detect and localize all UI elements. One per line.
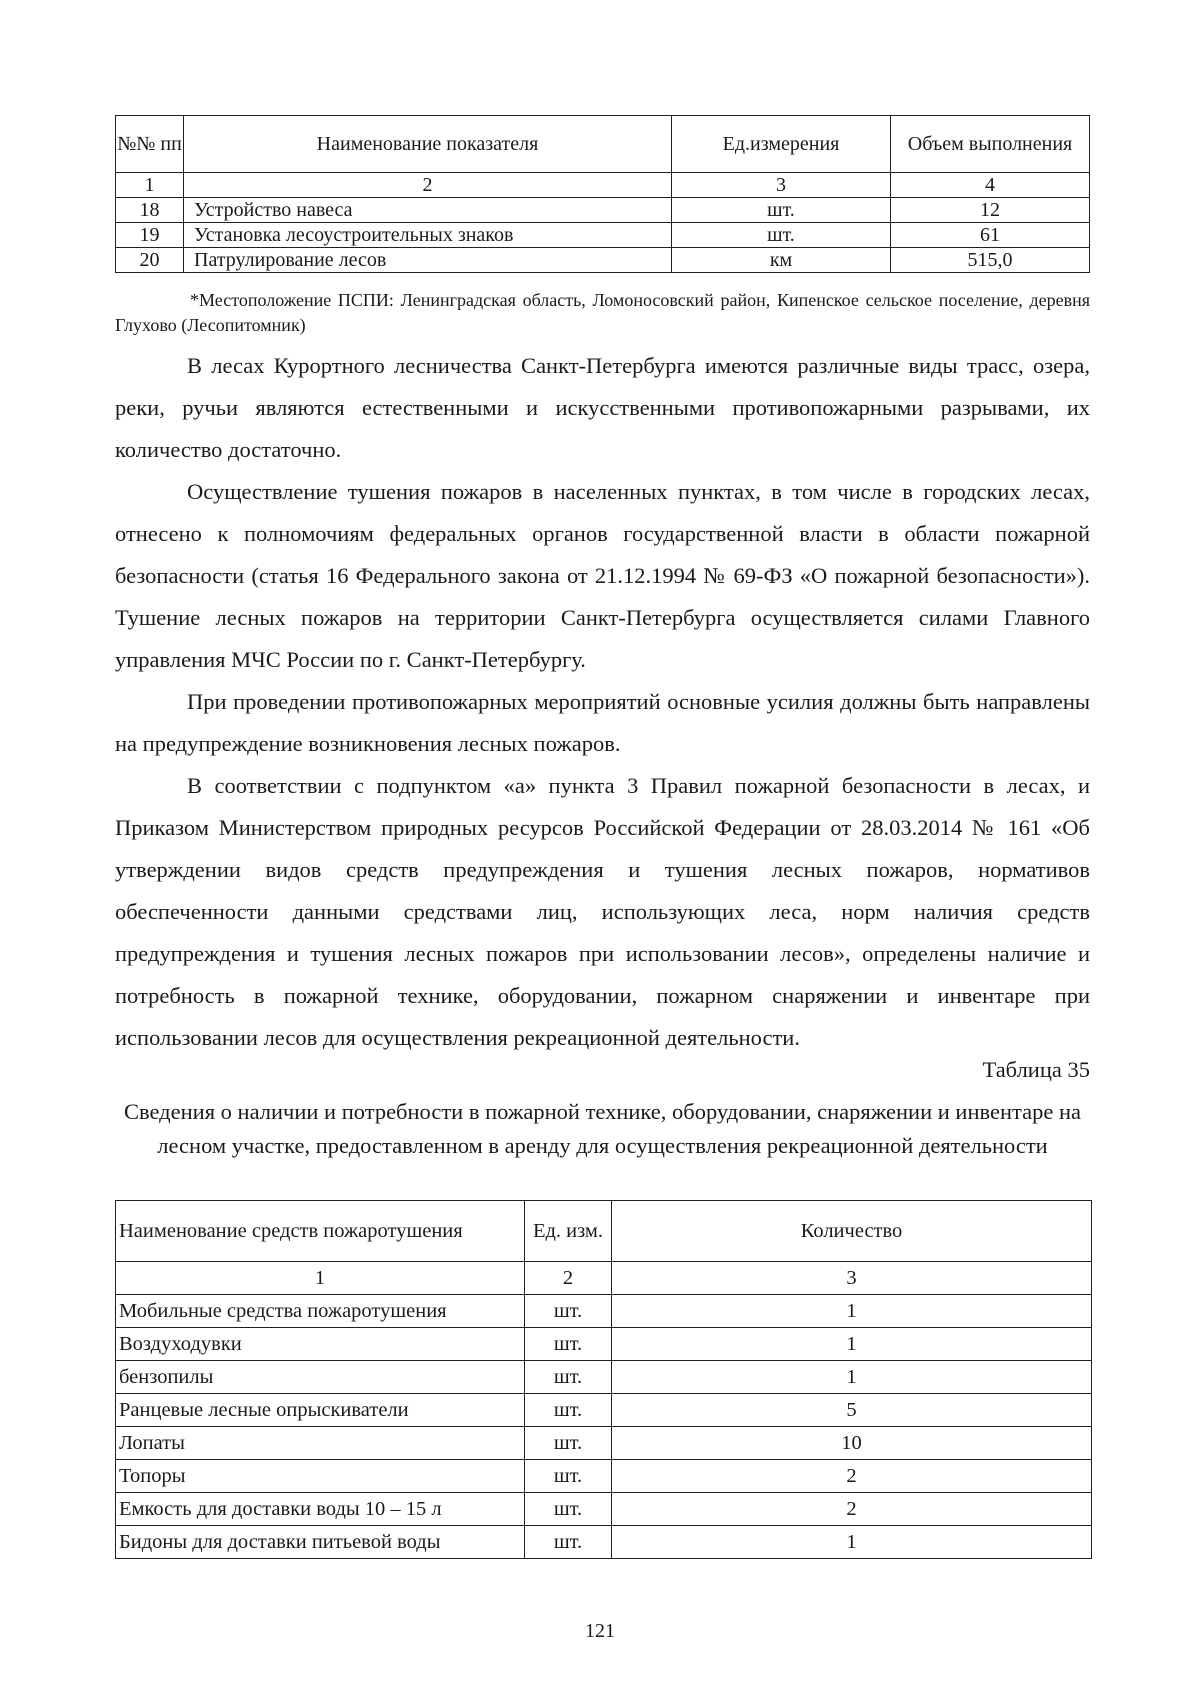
header-cell-volume: Объем выполнения (891, 116, 1090, 173)
row-quantity: 1 (612, 1328, 1092, 1361)
table-row (116, 1328, 1092, 1361)
paragraph: В лесах Курортного лесничества Санкт-Петербурга имеются различные виды трасс, озера, реки, ручьи являются естественными и искусственными противопожарными разрывами, их количество достаточно. (115, 353, 1090, 462)
paragraph: При проведении противопожарных мероприятий основные усилия должны быть направлены на предупреждение возникновения лесных пожаров. (115, 689, 1090, 756)
paragraph: В соответствии с подпунктом «а» пункта 3 Правил пожарной безопасности в лесах, и Приказом Министерством природных ресурсов Российской Федерации от 28.03.2014 № 161 «Об утверждении видов средств предупреждения и тушения лесных пожаров, нормативов обеспеченности данными средствами лиц, использующих леса, норм наличия средств предупреждения и тушения лесных пожаров при использовании лесов», определены наличие и потребность в пожарной технике, оборудовании, пожарном снаряжении и инвентаре при использовании лесов для осуществления рекреационной деятельности. (115, 773, 1090, 1050)
numbering-row (116, 1262, 1092, 1295)
row-name: Воздуходувки (116, 1328, 525, 1361)
table-caption: Сведения о наличии и потребности в пожарной технике, оборудовании, снаряжении и инвентаре на лесном участке, предоставленном в аренду для осуществления рекреационной деятельности (123, 1099, 1081, 1158)
table-row (116, 1394, 1092, 1427)
table-label: Таблица 35 (982, 1057, 1090, 1082)
row-unit: шт. (525, 1526, 612, 1559)
table-header-row (116, 1201, 1092, 1262)
row-name: бензопилы (116, 1361, 525, 1394)
header-cell-unit: Ед.измерения (672, 116, 891, 173)
fire-equipment-table (115, 1200, 1092, 1559)
numbering-cell: 3 (672, 173, 891, 198)
table-row (116, 198, 1090, 223)
numbering-cell: 4 (891, 173, 1090, 198)
table-row (116, 1526, 1092, 1559)
row-name: Топоры (116, 1460, 525, 1493)
header-cell-unit: Ед. изм. (525, 1201, 612, 1262)
numbering-cell: 1 (116, 1262, 525, 1295)
row-number: 18 (116, 198, 184, 223)
numbering-cell: 2 (184, 173, 672, 198)
row-number: 19 (116, 223, 184, 248)
table-header-row (116, 116, 1090, 173)
row-unit: шт. (525, 1328, 612, 1361)
row-volume: 61 (891, 223, 1090, 248)
row-indicator: Установка лесоустроительных знаков (184, 223, 672, 248)
row-unit: шт. (672, 198, 891, 223)
body-text (115, 345, 1090, 1059)
row-name: Лопаты (116, 1427, 525, 1460)
header-cell-number: №№ пп (116, 116, 184, 173)
row-indicator: Устройство навеса (184, 198, 672, 223)
table-row (116, 223, 1090, 248)
paragraph: Осуществление тушения пожаров в населенных пунктах, в том числе в городских лесах, отнесено к полномочиям федеральных органов государственной власти в области пожарной безопасности (статья 16 Федерального закона от 21.12.1994 № 69-ФЗ «О пожарной безопасности»). Тушение лесных пожаров на территории Санкт-Петербурга осуществляется силами Главного управления МЧС России по г. Санкт-Петербургу. (115, 479, 1090, 672)
row-quantity: 1 (612, 1361, 1092, 1394)
row-unit: шт. (525, 1493, 612, 1526)
table-row (116, 248, 1090, 273)
numbering-cell: 2 (525, 1262, 612, 1295)
row-volume: 12 (891, 198, 1090, 223)
numbering-cell: 1 (116, 173, 184, 198)
row-name: Мобильные средства пожаротушения (116, 1295, 525, 1328)
row-name: Ранцевые лесные опрыскиватели (116, 1394, 525, 1427)
row-unit: шт. (672, 223, 891, 248)
row-name: Бидоны для доставки питьевой воды (116, 1526, 525, 1559)
location-footnote: *Местоположение ПСПИ: Ленинградская область, Ломоносовский район, Кипенское сельское поселение, деревня Глухово (Лесопитомник) (115, 290, 1090, 335)
row-quantity: 2 (612, 1460, 1092, 1493)
header-cell-quantity: Количество (612, 1201, 1092, 1262)
table-row (116, 1361, 1092, 1394)
row-unit: шт. (525, 1460, 612, 1493)
row-number: 20 (116, 248, 184, 273)
row-name: Емкость для доставки воды 10 – 15 л (116, 1493, 525, 1526)
table-row (116, 1295, 1092, 1328)
works-volume-table (115, 115, 1090, 273)
row-quantity: 1 (612, 1526, 1092, 1559)
table-row (116, 1460, 1092, 1493)
row-quantity: 2 (612, 1493, 1092, 1526)
table-row (116, 1427, 1092, 1460)
numbering-row (116, 173, 1090, 198)
table-row (116, 1493, 1092, 1526)
row-unit: шт. (525, 1427, 612, 1460)
row-indicator: Патрулирование лесов (184, 248, 672, 273)
row-unit: шт. (525, 1394, 612, 1427)
numbering-cell: 3 (612, 1262, 1092, 1295)
header-cell-name: Наименование средств пожаротушения (116, 1201, 525, 1262)
row-quantity: 1 (612, 1295, 1092, 1328)
page-number: 121 (585, 1620, 615, 1642)
row-unit: шт. (525, 1295, 612, 1328)
row-unit: км (672, 248, 891, 273)
header-cell-indicator: Наименование показателя (184, 116, 672, 173)
row-unit: шт. (525, 1361, 612, 1394)
row-volume: 515,0 (891, 248, 1090, 273)
row-quantity: 5 (612, 1394, 1092, 1427)
row-quantity: 10 (612, 1427, 1092, 1460)
